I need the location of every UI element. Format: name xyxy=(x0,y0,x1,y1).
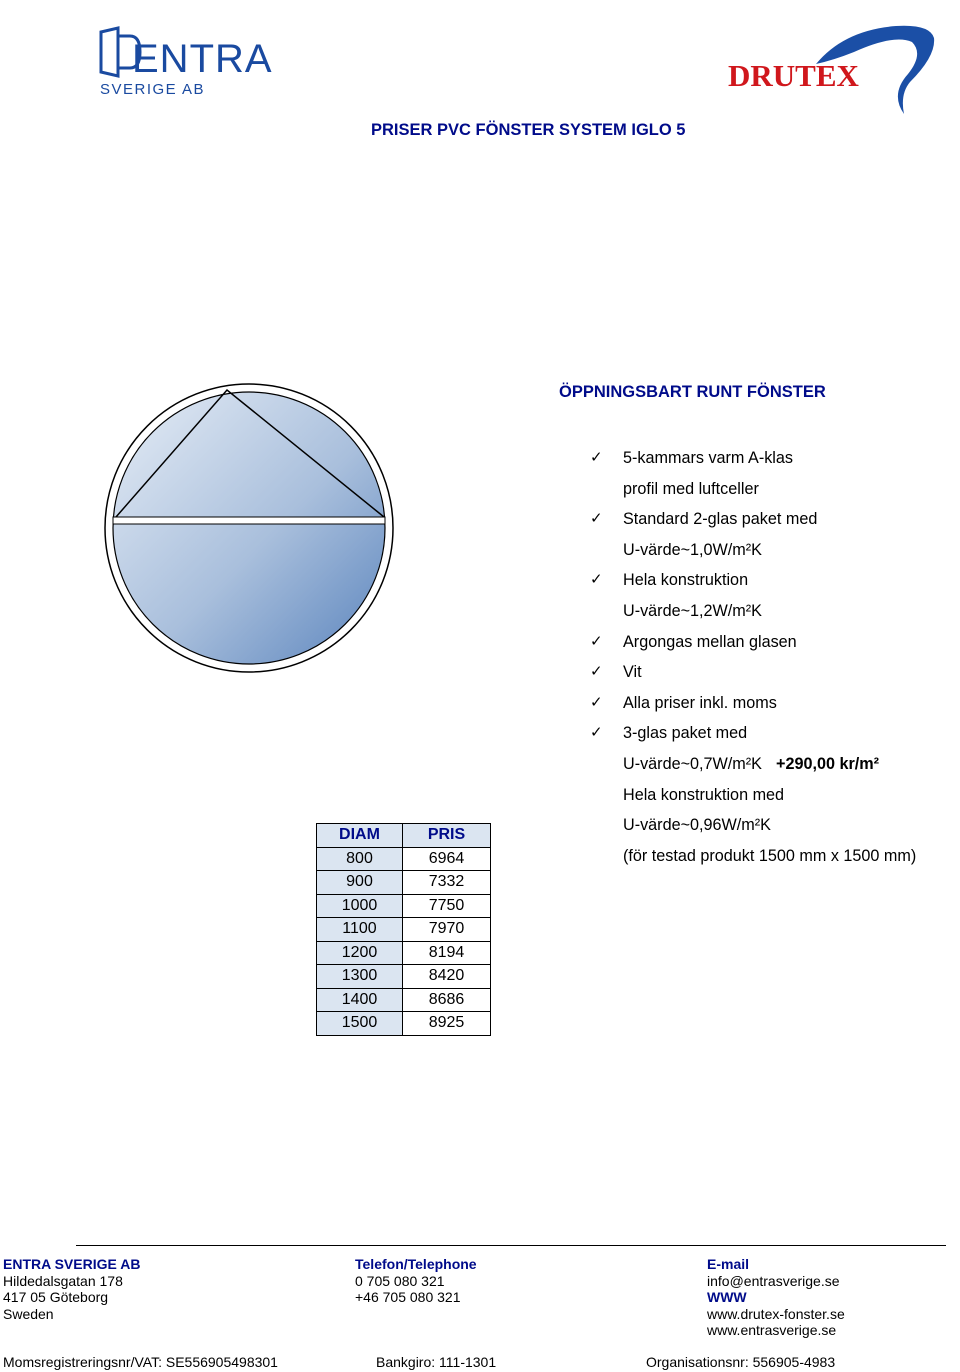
phone-international[interactable]: +46 705 080 321 xyxy=(355,1289,461,1305)
bankgiro-number: Bankgiro: 111-1301 xyxy=(376,1354,497,1370)
feature-text: Hela konstruktion xyxy=(623,571,749,590)
table-row xyxy=(317,941,491,965)
entra-website-link[interactable]: www.entrasverige.se xyxy=(707,1322,837,1338)
check-icon: ✓ xyxy=(590,449,603,466)
table-row xyxy=(317,847,491,871)
email-heading: E-mail xyxy=(707,1256,750,1272)
feature-text: Alla priser inkl. moms xyxy=(623,693,777,712)
check-icon: ✓ xyxy=(590,693,603,711)
feature-line xyxy=(590,718,916,749)
feature-text: 3-glas paket med xyxy=(623,724,748,743)
price-cell: 7750 xyxy=(403,894,491,918)
feature-line xyxy=(590,565,916,596)
company-name: ENTRA SVERIGE AB xyxy=(3,1256,141,1272)
address-country: Sweden xyxy=(3,1305,54,1322)
table-row xyxy=(317,894,491,918)
footer-phone xyxy=(355,1256,477,1306)
feature-text: Argongas mellan glasen xyxy=(623,632,797,651)
price-table-header-row xyxy=(317,824,491,848)
diam-column-header: DIAM xyxy=(317,824,403,848)
feature-text: U-värde~1,2W/m²K xyxy=(623,601,762,620)
table-row xyxy=(317,1012,491,1036)
price-cell: 8925 xyxy=(403,1012,491,1036)
phone-heading: Telefon/Telephone xyxy=(355,1256,477,1272)
table-row xyxy=(317,918,491,942)
diameter-cell: 1200 xyxy=(317,941,403,965)
diameter-cell: 1300 xyxy=(317,965,403,989)
check-icon: ✓ xyxy=(590,510,603,528)
vat-number: Momsregistreringsnr/VAT: SE556905498301 xyxy=(3,1354,278,1370)
email-link[interactable]: info@entrasverige.se xyxy=(707,1272,840,1289)
feature-line xyxy=(590,474,916,505)
drutex-logo-text: DRUTEX xyxy=(728,58,859,93)
feature-line xyxy=(590,657,916,688)
check-icon: ✓ xyxy=(590,663,603,681)
entra-sverige-logo xyxy=(96,26,276,98)
feature-text: Vit xyxy=(623,663,642,682)
entra-logo-subtext: SVERIGE AB xyxy=(100,81,206,98)
table-row xyxy=(317,988,491,1012)
address-street: Hildedalsgatan 178 xyxy=(3,1272,123,1289)
feature-line xyxy=(590,627,916,658)
diameter-cell: 1000 xyxy=(317,894,403,918)
www-heading: WWW xyxy=(707,1289,747,1305)
diameter-cell: 900 xyxy=(317,871,403,895)
entra-logo-text: ENTRA xyxy=(132,37,273,81)
diameter-cell: 1100 xyxy=(317,918,403,942)
diameter-cell: 1500 xyxy=(317,1012,403,1036)
price-cell: 8686 xyxy=(403,988,491,1012)
table-row xyxy=(317,965,491,989)
address-city: 417 05 Göteborg xyxy=(3,1289,109,1305)
price-cell: 6964 xyxy=(403,847,491,871)
feature-text: Hela konstruktion med xyxy=(623,785,785,804)
price-table xyxy=(316,823,491,1036)
price-column-header: PRIS xyxy=(403,824,491,848)
feature-text: Standard 2-glas paket med xyxy=(623,510,818,529)
footer-company xyxy=(3,1256,140,1322)
phone-local[interactable]: 0 705 080 321 xyxy=(355,1272,445,1289)
feature-text: U-värde~1,0W/m²K xyxy=(623,540,762,559)
round-window-illustration xyxy=(104,383,394,673)
feature-line xyxy=(590,596,916,627)
diameter-cell: 1400 xyxy=(317,988,403,1012)
feature-list xyxy=(590,443,916,871)
feature-line xyxy=(590,504,916,535)
feature-text: profil med luftceller xyxy=(623,479,759,498)
feature-line xyxy=(590,688,916,719)
check-icon: ✓ xyxy=(590,571,603,589)
price-cell: 7332 xyxy=(403,871,491,895)
drutex-logo xyxy=(724,22,940,120)
feature-line xyxy=(590,443,916,474)
footer-contact xyxy=(707,1256,845,1339)
feature-line xyxy=(590,749,916,780)
price-cell: 8194 xyxy=(403,941,491,965)
feature-line xyxy=(590,841,916,872)
section-heading: ÖPPNINGSBART RUNT FÖNSTER xyxy=(559,383,826,401)
feature-line xyxy=(590,810,916,841)
feature-surcharge: +290,00 kr/m² xyxy=(775,754,880,773)
check-icon: ✓ xyxy=(590,724,603,742)
check-icon: ✓ xyxy=(590,632,603,650)
feature-line xyxy=(590,535,916,566)
feature-text: U-värde~0,7W/m²K xyxy=(623,754,762,773)
feature-text: 5-kammars varm A-klas xyxy=(623,449,793,467)
document-title: PRISER PVC FÖNSTER SYSTEM IGLO 5 xyxy=(371,121,686,139)
feature-line xyxy=(590,780,916,811)
footer-divider xyxy=(76,1245,946,1246)
price-cell: 7970 xyxy=(403,918,491,942)
feature-text: U-värde~0,96W/m²K xyxy=(623,816,771,835)
drutex-website-link[interactable]: www.drutex-fonster.se xyxy=(707,1305,845,1322)
feature-text: (för testad produkt 1500 mm x 1500 mm) xyxy=(623,846,917,865)
price-cell: 8420 xyxy=(403,965,491,989)
org-number: Organisationsnr: 556905-4983 xyxy=(646,1354,836,1370)
diameter-cell: 800 xyxy=(317,847,403,871)
table-row xyxy=(317,871,491,895)
